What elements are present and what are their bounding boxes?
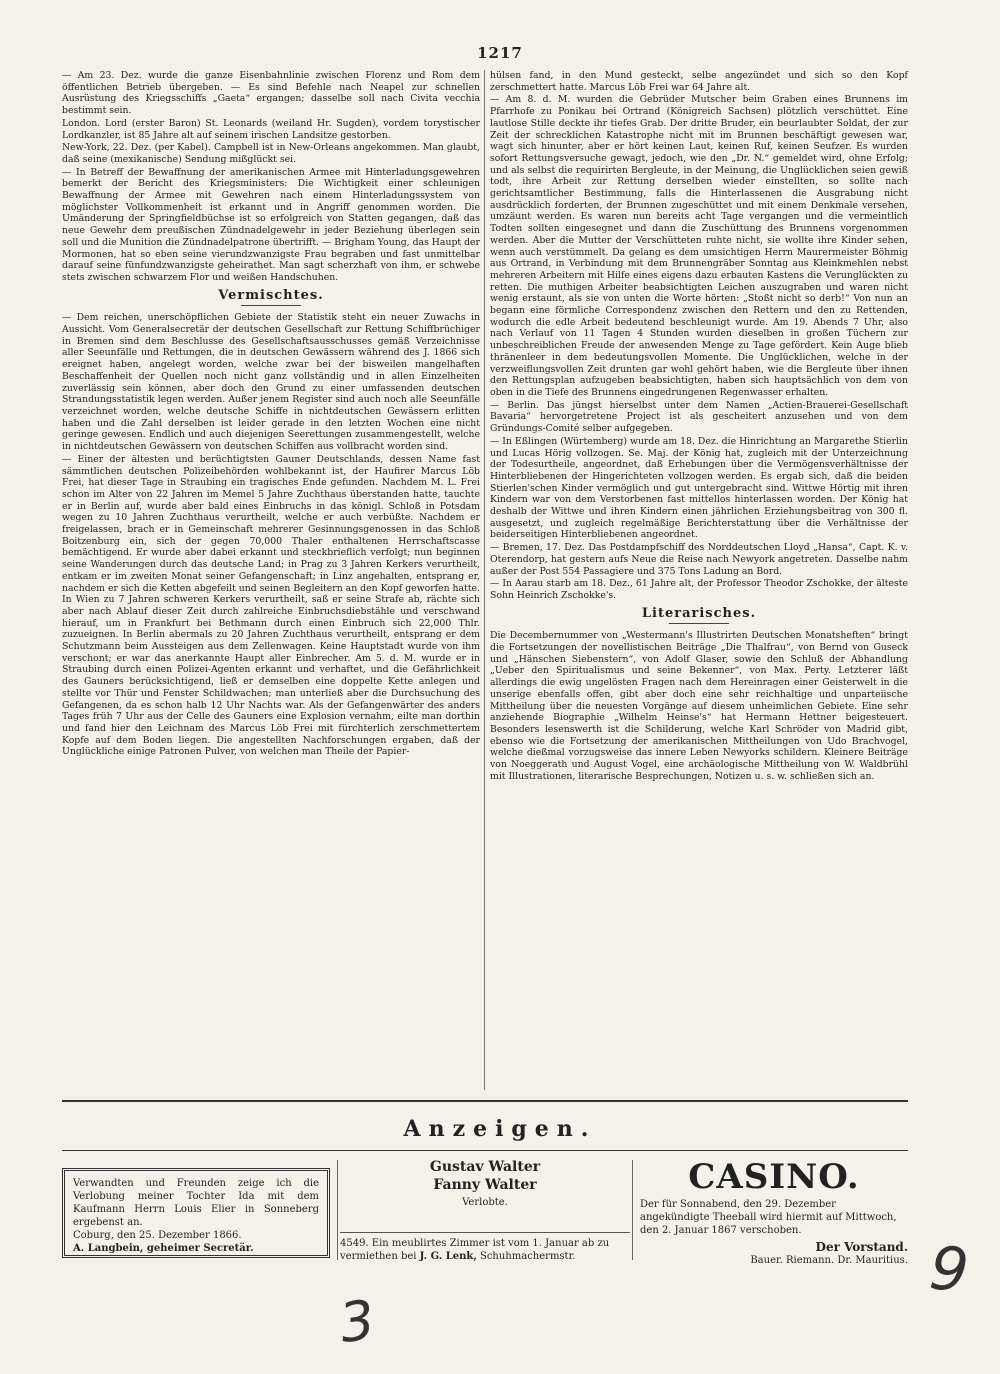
betrothed-name-1: Gustav Walter (429, 1159, 541, 1175)
engagement-text: Verwandten und Freunden zeige ich die Verlobung meiner Tochter Ida mit dem Kaufmann Herrn Louis Elier in Sonneberg ergebenst an. (73, 1178, 319, 1228)
right-column (490, 70, 908, 783)
engagement-signature: A. Langbein, geheimer Secretär. (73, 1243, 254, 1254)
betrothed-name-2: Fanny Walter (433, 1177, 537, 1193)
article-florenz: — Am 23. Dez. wurde die ganze Eisenbahnlinie zwischen Florenz und Rom dem öffentlichen Betrieb übergeben. — Es sind Befehle nach Neapel zur schnellen Ausrüstung des Kriegsschiffs „Gaeta“ ergangen; dasselbe soll nach Civita vecchia bestimmt sein. (62, 70, 480, 117)
article-bremen: — Bremen, 17. Dez. Das Postdampfschiff des Norddeutschen Lloyd „Hansa“, Capt. K. v. Oterendorp, hat gestern aufs Neue die Reise nach Newyork angetreten. Dasselbe nahm außer der Post 554 Passagiere und 375 Tons Ladung an Bord. (490, 542, 908, 577)
engagement-ad (62, 1168, 330, 1258)
section-title-literarisches: Literarisches. (641, 605, 757, 621)
casino-ad (640, 1157, 908, 1267)
article-esslingen: — In Eßlingen (Würtemberg) wurde am 18. Dez. die Hinrichtung an Margarethe Stierlin und Lucas Hörig vollzogen. Se. Maj. der König hat, zugleich mit der Unterzeichnung der Todesurtheile, angeordnet, daß Erhebungen über die Vermögensverhältnisse der Hinterbliebenen der Hingerichteten vollzogen werden. Es ergab sich, daß die beiden Stierlen'schen Kinder vermöglich und gut untergebracht sind. Wittwe Hörtig mit ihren Kindern war von dem Verstorbenen fast mittellos hinterlassen worden. Der König hat deshalb der Wittwe und ihren Kindern einen jährlichen Erziehungsbeitrag von 300 fl. ausgesetzt, und zugleich regelmäßige Berichterstattung über die Verhältnisse der beiderseitigen Hinterbliebenen angeordnet. (490, 435, 908, 541)
left-column (62, 70, 480, 759)
room-address: Schuhmachermstr. (479, 1251, 576, 1262)
section-title-vermischtes: Vermischtes. (218, 287, 324, 303)
handwritten-mark: 3 (335, 1287, 379, 1356)
engagement-date: Coburg, den 25. Dezember 1866. (73, 1230, 242, 1241)
room-text: 4549. Ein meublirtes Zimmer ist vom 1. Januar ab zu vermiethen bei (340, 1238, 610, 1262)
article-statistik: — Dem reichen, unerschöpflichen Gebiete der Statistik steht ein neuer Zuwachs in Aussicht. Vom Generalsecretär der deutschen Gesellschaft zur Rettung Schiffbrüchiger in Bremen sind dem Beschlusse des Gesellschaftsausschusses gemäß Verzeichnisse aller Seeunfälle und Rettungen, die in deutschen Gewässern während des J. 1866 sich ereignet haben, angelegt worden, welche zwar bei der bisweilen mangelhaften Beschaffenheit der Quellen noch nicht ganz vollständig und in allen Einzelheiten zuverlässig sein können, aber doch den Grund zu einer umfassenden deutschen Strandungsstatistik legen werden. Außer jenem Register sind auch noch alle Seeunfälle verzeichnet worden, welche deutsche Schiffe in nichtdeutschen Gewässern erlitten haben und die Zahl derselben ist leider gerade in den letzten Wochen eine nicht geringe gewesen. Endlich und auch diejenigen Seerettungen zusammengestellt, welche in nichtdeutschen Gewässern von deutschen Schiffen aus vollbracht worden sind. (62, 312, 480, 453)
section-divider (241, 305, 301, 306)
ads-top-rule (62, 1100, 908, 1102)
ads-bottom-rule (62, 1150, 908, 1151)
article-aarau: — In Aarau starb am 18. Dez., 61 Jahre alt, der Professor Theodor Zschokke, der älteste Sohn Heinrich Zschokke's. (490, 578, 908, 601)
article-new-york: New-York, 22. Dez. (per Kabel). Campbell ist in New-Orleans angekommen. Man glaubt, daß seine (mexikanische) Sendung mißglückt sei. (62, 142, 480, 165)
article-berlin: — Berlin. Das jüngst hierselbst unter dem Namen „Actien-Brauerei-Gesellschaft Bavaria“ hervorgetretene Project ist als gescheitert anzusehen und von dem Gründungs-Comité selber aufgegeben. (490, 399, 908, 435)
article-gauner: — Einer der ältesten und berüchtigtsten Gauner Deutschlands, dessen Name fast sämmtlichen deutschen Polizeibehörden wohlbekannt ist, der Haufirer Marcus Löb Frei, hat dieser Tage in Straubing ein tragisches Ende gefunden. Nachdem M. L. Frei schon im Alter von 22 Jahren im Memel 5 Jahre Zuchthaus überstanden hatte, tauchte er in Berlin auf, wurde aber bald eines Einbruchs in das königl. Schloß in Potsdam wegen zu 10 Jahren Zuchthaus verurtheilt, welche er auch verbüßte. Nachdem er freigelassen, brach er in Gemeinschaft mehrerer Gesinnungsgenossen in das Schloß Boitzenburg ein, sich der gegen 70,000 Thaler enthaltenen Herrschaftscasse bemächtigend. Er wurde aber dabei erkannt und steckbrieflich verfolgt; nun beginnen seine Wanderungen durch das deutsche Land; in Prag zu 3 Jahren Kerkers verurtheilt, entkam er im zweiten Monat seiner Gefangenschaft; in Linz angehalten, entsprang er, nachdem er sich die Ketten abgefeilt und seinen Begleitern an den Kopf geworfen hatte. In Wien zu 7 Jahren schweren Kerkers verurtheilt, saß er seine Strafe ab, rächte sich aber nach Ablauf dieser Zeit durch zahlreiche Einbruchsdiebstähle und verschwand hierauf, um in Frankfurt bei Bethmann durch einen Einbruch sich 22,000 Thlr. zuzueignen. In Berlin abermals zu 20 Jahren Zuchthaus verurtheilt, entsprang er dem Schutzmann beim Aussteigen aus dem Zellenwagen. Keine Hauptstadt wurde von ihm verschont; er war das anerkannte Haupt aller Einbrecher. Am 5. d. M. wurde er in Straubing durch einen Polizei-Agenten erkannt und verhaftet, und die Gefährlichkeit des Gauners berücksichtigend, ließ er demselben eine doppelte Kette anlegen und stellte vor Thür und Fenster Schildwachen; man unterließ aber die Durchsuchung des Gefangenen, da es schon halb 12 Uhr Nachts war. Als der Gefangenwärter des anders Tages früh 7 Uhr aus der Celle des Gauners eine Explosion vernahm, eilte man dorthin und fand hier den Leichnam des Marcus Löb Frei mit fürchterlich zerschmettertem Kopfe auf dem Boden liegen. Die angestellten Nachforschungen ergaben, daß der Unglückliche einige Patronen Pulver, von welchen man Theile der Papier- (62, 453, 481, 758)
article-hinterlader: — In Betreff der Bewaffnung der amerikanischen Armee mit Hinterladungsgewehren bemerkt der Bericht des Kriegsministers: Die Wichtigkeit einer schleunigen Bewaffnung der Armee mit Gewehren nach einem Hinterladungssystem von möglichster Vollkommenheit ist erkannt und in Angriff genommen worden. Die Umänderung der Springfieldbüchse ist so erfolgreich von Statten gegangen, daß das neue Gewehr dem preußischen Zündnadelgewehr in jeder Beziehung überlegen sein soll und die Munition die Zündnadelpatrone übertrifft. — Brigham Young, das Haupt der Mormonen, hat so eben seine vierundzwanzigste Frau begraben und fast unmittelbar darauf seine fünfundzwanzigste geheirathet. Man sagt scherzhaft von ihm, er schwebe stets zwischen schwarzem Flor und weißen Handschuhen. (62, 166, 480, 283)
column-divider (484, 70, 485, 1090)
article-london: London. Lord (erster Baron) St. Leonards (weiland Hr. Sugden), vordem torystischer Lordkanzler, ist 85 Jahre alt auf seinem irischen Landsitze gestorben. (62, 117, 480, 141)
ad-separator (632, 1160, 633, 1260)
article-gauner-cont: hülsen fand, in den Mund gesteckt, selbe angezündet und sich so den Kopf zerschmettert hatte. Marcus Löb Frei war 64 Jahre alt. (490, 70, 908, 93)
casino-text: Der für Sonnabend, den 29. Dezember angekündigte Theeball wird hiermit auf Mittwoch, den 2. Januar 1867 verschoben. (640, 1199, 897, 1236)
betrothed-ad (345, 1158, 625, 1218)
casino-names: Bauer. Riemann. Dr. Mauritius. (750, 1255, 908, 1266)
handwritten-mark: 9 (926, 1233, 972, 1307)
casino-signed: Der Vorstand. (815, 1240, 908, 1254)
article-westermann: Die Decembernummer von „Westermann's Illustrirten Deutschen Monatsheften“ bringt die Fortsetzungen der novellistischen Beiträge „Die Thalfrau“, von Bernd von Guseck und „Hänschen Siebenstern“, von Adolf Glaser, sowie den Schluß der Abhandlung „Ueber den Spiritualismus und seine Bekenner“, von Max. Perty. Letzterer läßt allerdings die ewig ungelösten Fragen nach dem Hereinragen einer Geisterwelt in die unserige ebenfalls offen, gibt aber doch eine sehr reichhaltige und unparteiische Mittheilung über die neuesten Vorgänge auf diesem unheimlichen Gebiete. Eine sehr anziehende Biographie „Wilhelm Heinse's“ hat Hermann Hettner beigesteuert. Besonders lesenswerth ist die Schilderung, welche Karl Schröder von Madrid gibt, ebenso wie die Fortsetzung der amerikanischen Mittheilungen von Udo Brachvogel, welche dießmal vorzugsweise das innere Leben Newyorks schildern. Kleinere Beiträge von Noeggerath und August Vogel, eine archäologische Mittheilung von W. Waldbrühl mit Illustrationen, literarische Besprechungen, Notizen u. s. w. schließen sich an. (490, 630, 908, 782)
ad-separator (337, 1160, 338, 1260)
section-divider (669, 623, 729, 624)
room-ad (340, 1232, 630, 1263)
room-name: J. G. Lenk, (419, 1251, 477, 1262)
article-brunnen: — Am 8. d. M. wurden die Gebrüder Mutscher beim Graben eines Brunnens im Pfarrhofe zu Ponikau bei Ortrand (Königreich Sachsen) plötzlich verschüttet. Eine lautlose Stille deckte ihr tiefes Grab. Der dritte Bruder, ein beurlaubter Soldat, der zur Zeit der schrecklichen Katastrophe nicht mit im Brunnen beschäftigt gewesen war, wagt sich hinunter, aber er hört keinen Laut, keinen Ruf, keinen Seufzer. Es wurden sofort Rettungsversuche gewagt, jedoch, wie den „Dr. N.“ gemeldet wird, ohne Erfolg; und als selbst die requirirten Bergleute, in der Meinung, die Unglücklichen seien gewiß todt, ihre Arbeit zur Rettung derselben wieder einstellten, so sollte nach gerichtsamtlicher Bestimmung, falls die Hinterlassenen die Ausgrabung nicht ausdrücklich forderten, der Brunnen zugeschüttet und mit einem Denkmale versehen, umzäunt werden. Es waren nun bereits acht Tage vergangen und die vermeintlich Todten sollten eingesegnet und dann die Zuschüttung des Brunnens vorgenommen werden. Aber die Mutter der Verschütteten ruhte nicht, sie wollte ihre Kinder sehen, wenn auch verstümmelt. Da gelang es dem umsichtigen Herrn Maurermeister Böhmig aus Ortrand, in Verbindung mit dem Brunnengräber Sonntag aus Kleinkmehlen nebst mehreren Arbeitern mit Hilfe eines eigens dazu erbauten Kastens die Verunglückten zu retten. Die muthigen Arbeiter beabsichtigten Leichen auszugraben und waren nicht wenig erstaunt, als sie von unten die Worte hörten: „Stoßt nicht so derb!“ Von nun an begann eine förmliche Correspondenz zwischen den Rettern und den zu Rettenden, wodurch die edle Arbeit bedeutend beschleunigt wurde. Am 19. Abends 7 Uhr, also nach Verlauf von 11 Tagen 4 Stunden wurden dieselben in großen Tüchern zur unbeschreiblichen Freude der anwesenden Menge zu Tage gefördert. Kein Auge blieb thränenleer in dem bedeutungsvollen Momente. Die Unglücklichen, welche in der verzweiflungsvollen Zeit drunten gar wohl gehört haben, wie die Bergleute über ihnen den Rettungsplan aufzugeben beabsichtigten, haben sich hauptsächlich von dem von oben in die Tiefe des Brunnens eingedrungenen Regenwasser erhalten. (490, 94, 908, 398)
page-number: 1217 (477, 44, 523, 62)
casino-title: CASINO. (688, 1157, 860, 1197)
ads-title: Anzeigen. (403, 1116, 597, 1142)
betrothed-label: Verlobte. (462, 1197, 508, 1208)
